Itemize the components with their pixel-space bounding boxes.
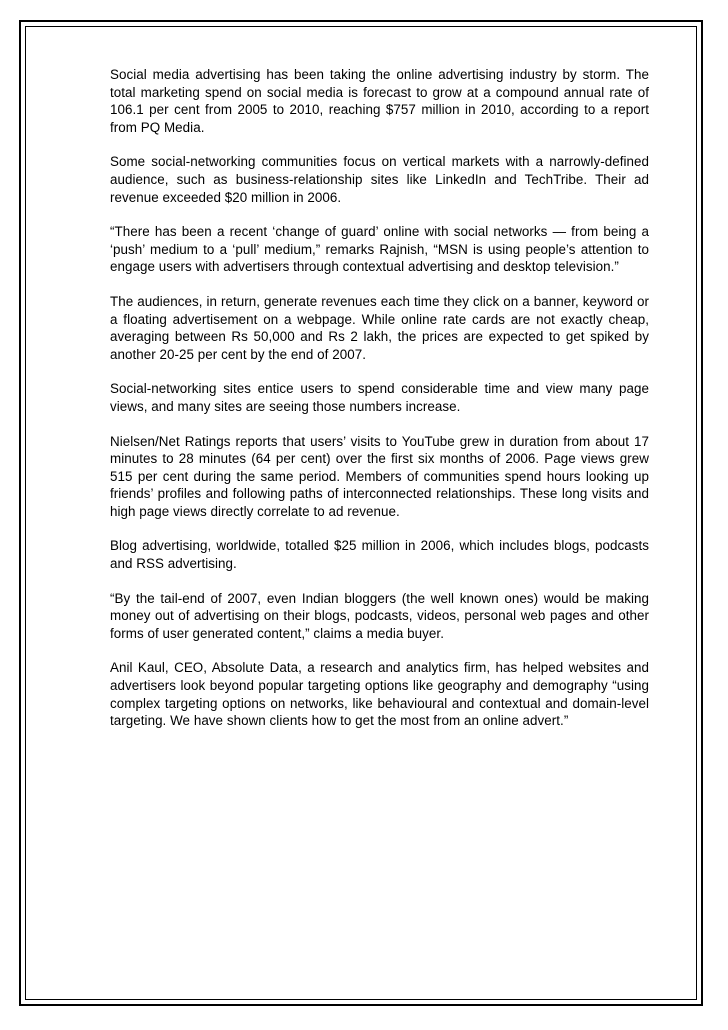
paragraph-nielsen-ratings: Nielsen/Net Ratings reports that users’ visits to YouTube grew in duration from about 17 minutes to 28 minutes (64 per cent) over the first six months of 2006. Page views grew 515 per cent during the same period. Members of communities spend hours looking up friends’ profiles and following paths of interconnected relationships. These long visits and high page views directly correlate to ad revenue.: [110, 433, 649, 519]
paragraph-media-buyer-quote: “By the tail-end of 2007, even Indian bloggers (the well known ones) would be making money out of advertising on their blogs, podcasts, videos, personal web pages and other forms of user generated content,” claims a media buyer.: [110, 590, 649, 641]
paragraph-rajnish-quote: “There has been a recent ‘change of guard’ online with social networks — from being a ‘push’ medium to a ‘pull’ medium,” remarks Rajnish, “MSN is using people’s attention to engage users with advertisers through contextual advertising and desktop television.”: [110, 224, 649, 275]
paragraph-anil-kaul: Anil Kaul, CEO, Absolute Data, a research and analytics firm, has helped websites and advertisers look beyond popular targeting options like geography and demography “using complex targeting options on networks, like behavioural and contextual and domain-level targeting. We have shown clients how to get the most from an online advert.”: [110, 660, 649, 729]
document-body: [110, 66, 649, 747]
paragraph-vertical-markets: Some social-networking communities focus on vertical markets with a narrowly-defined audience, such as business-relationship sites like LinkedIn and TechTribe. Their ad revenue exceeded $20 million in 2006.: [110, 154, 649, 205]
paragraph-social-media-growth: Social media advertising has been taking the online advertising industry by storm. The total marketing spend on social media is forecast to grow at a compound annual rate of 106.1 per cent from 2005 to 2010, reaching $757 million in 2010, according to a report from PQ Media.: [110, 67, 649, 135]
paragraph-page-views: Social-networking sites entice users to spend considerable time and view many page views, and many sites are seeing those numbers increase.: [110, 381, 649, 414]
paragraph-audience-revenues: The audiences, in return, generate revenues each time they click on a banner, keyword or a floating advertisement on a webpage. While online rate cards are not exactly cheap, averaging between Rs 50,000 and Rs 2 lakh, the prices are expected to get spiked by another 20-25 per cent by the end of 2007.: [110, 293, 649, 362]
paragraph-blog-advertising: Blog advertising, worldwide, totalled $25 million in 2006, which includes blogs, podcasts and RSS advertising.: [110, 538, 649, 572]
